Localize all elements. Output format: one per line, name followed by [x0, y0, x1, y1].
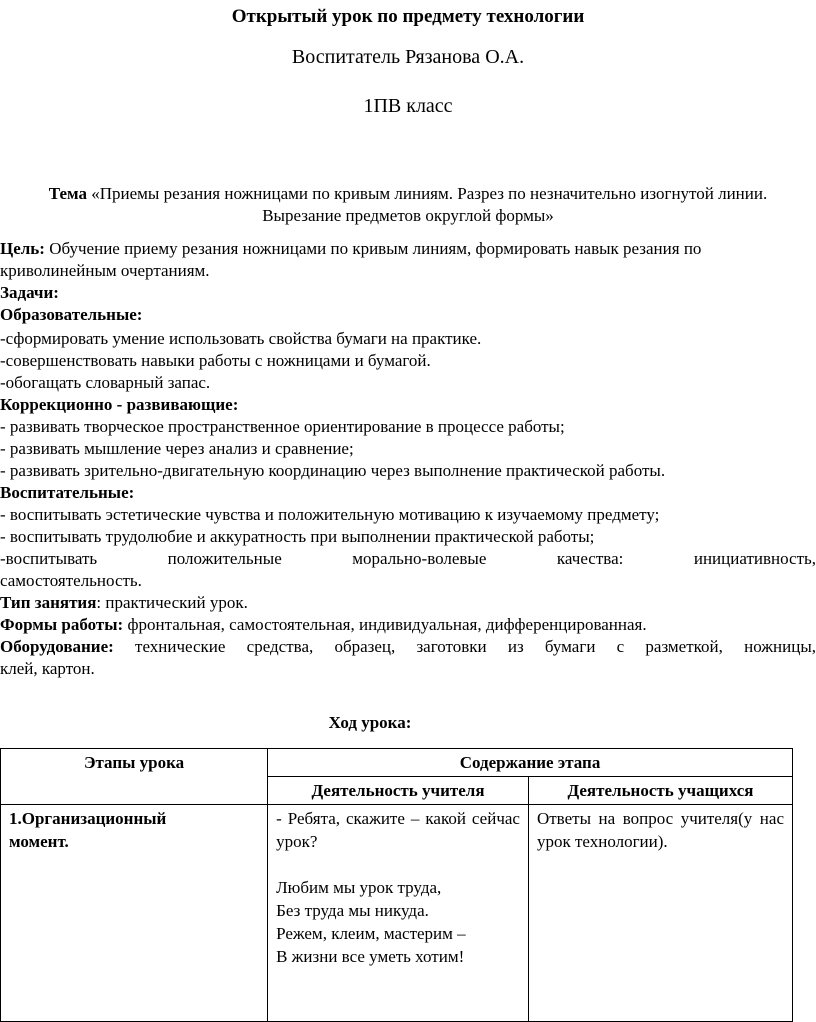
upbringing-item: самостоятельность. — [0, 571, 142, 590]
corrective-item: - развивать зрительно-двигательную координацию через выполнение практической работы. — [0, 461, 666, 480]
educational-item: -совершенствовать навыки работы с ножницами и бумагой. — [0, 351, 431, 370]
equipment-paragraph — [0, 636, 816, 658]
poem-line: Без труда мы никуда. — [276, 901, 429, 920]
header-content: Содержание этапа — [268, 749, 793, 777]
lesson-type-paragraph — [0, 592, 816, 614]
stage-name-continued: момент. — [9, 832, 69, 851]
header-stages: Этапы урока — [1, 749, 268, 805]
topic-text: «Приемы резания ножницами по кривым линиям. Разрез по незначительно изогнутой линии. Вырезание предметов округлой формы» — [86, 184, 768, 225]
goal-text: Обучение приему резания ножницами по кривым линиям, формировать навык резания по криволинейным очертаниям. — [0, 239, 702, 280]
poem-line: В жизни все уметь хотим! — [276, 947, 465, 966]
educational-item: -обогащать словарный запас. — [0, 373, 211, 392]
stage-cell — [1, 805, 268, 1022]
lesson-plan-body — [0, 238, 816, 680]
goal-paragraph — [0, 238, 816, 282]
equipment-text: технические средства, образец, заготовки из бумаги с разметкой, ножницы, — [113, 637, 816, 656]
corrective-item: - развивать творческое пространственное ориентирование в процессе работы; — [0, 417, 565, 436]
upbringing-heading: Воспитательные: — [0, 483, 135, 502]
poem-line: Режем, клеим, мастерим – — [276, 924, 466, 943]
topic-label: Тема — [48, 184, 87, 203]
lesson-course-heading: Ход урока: — [328, 713, 412, 732]
grade-label: 1ПВ класс — [363, 95, 453, 117]
document-title: Открытый урок по предмету технологии — [231, 6, 585, 27]
upbringing-item: - воспитывать эстетические чувства и положительную мотивацию к изучаемому предмету; — [0, 505, 660, 524]
pupil-activity-cell: Ответы на вопрос учителя(у нас урок технологии). — [528, 805, 792, 1022]
table-header-row — [1, 749, 793, 777]
work-forms-text: фронтальная, самостоятельная, индивидуальная, дифференцированная. — [123, 615, 647, 634]
poem-line: Любим мы урок труда, — [276, 878, 442, 897]
upbringing-item: - воспитывать трудолюбие и аккуратность при выполнении практической работы; — [0, 527, 595, 546]
cell-spacer — [276, 853, 520, 876]
lesson-topic — [20, 183, 796, 227]
equipment-label: Оборудование: — [0, 637, 114, 656]
corrective-heading: Коррекционно - развивающие: — [0, 395, 239, 414]
header-pupil-activity: Деятельность учащихся — [528, 777, 792, 805]
stage-name: 1.Организационный — [9, 809, 167, 828]
teacher-question: - Ребята, скажите – какой сейчас урок? — [276, 809, 520, 851]
educational-item: -сформировать умение использовать свойства бумаги на практике. — [0, 329, 482, 348]
upbringing-item: -воспитывать положительные морально-волевые качества: инициативность, — [0, 549, 816, 568]
teacher-name: Воспитатель Рязанова О.А. — [291, 46, 525, 68]
header-teacher-activity: Деятельность учителя — [268, 777, 529, 805]
work-forms-paragraph — [0, 614, 816, 636]
work-forms-label: Формы работы: — [0, 615, 124, 634]
educational-heading: Образовательные: — [0, 305, 143, 324]
lesson-stages-table — [0, 748, 793, 1022]
corrective-item: - развивать мышление через анализ и сравнение; — [0, 439, 354, 458]
lesson-type-label: Тип занятия — [0, 593, 97, 612]
table-row — [1, 805, 793, 1022]
lesson-type-text: : практический урок. — [96, 593, 248, 612]
teacher-activity-cell — [268, 805, 529, 1022]
goal-label: Цель: — [0, 239, 45, 258]
tasks-heading: Задачи: — [0, 283, 59, 302]
equipment-continued: клей, картон. — [0, 659, 95, 678]
